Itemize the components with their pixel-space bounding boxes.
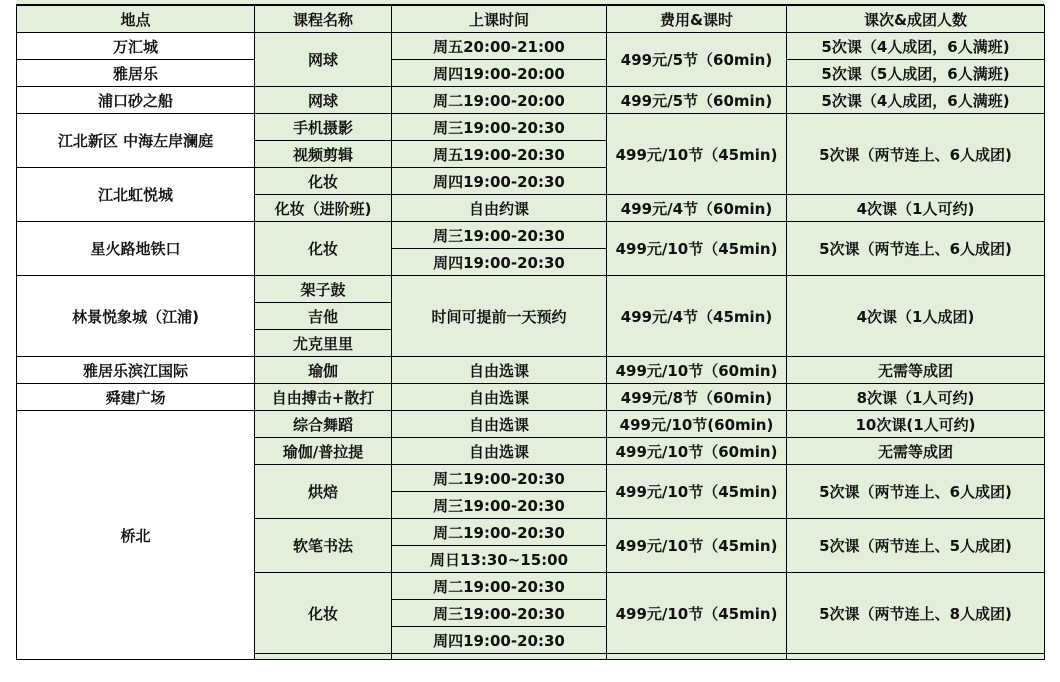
time-cell: 周三19:00-20:30	[392, 114, 607, 141]
time-cell: 周三19:00-20:30	[392, 600, 607, 627]
sessions-cell: 5次课（两节连上、8人成团)	[787, 573, 1045, 654]
course-cell: 化妆（进阶班)	[255, 195, 392, 222]
fee-cell: 499元/4节（60min)	[607, 195, 787, 222]
sessions-cell: 5次课（两节连上、6人成团)	[787, 465, 1045, 519]
sessions-cell	[787, 654, 1045, 660]
fee-cell: 499元/10节（45min)	[607, 465, 787, 519]
time-cell: 周三19:00-20:30	[392, 222, 607, 249]
location-cell: 舜建广场	[17, 384, 255, 411]
header-time: 上课时间	[392, 6, 607, 33]
course-cell: 化妆	[255, 573, 392, 654]
fee-cell: 499元/10节（60min)	[607, 438, 787, 465]
header-course: 课程名称	[255, 6, 392, 33]
header-sessions: 课次&成团人数	[787, 6, 1045, 33]
table-row	[17, 87, 1045, 114]
fee-cell: 499元/4节（45min)	[607, 276, 787, 357]
table-row	[17, 411, 1045, 438]
fee-cell: 499元/5节（60min)	[607, 33, 787, 87]
location-cell: 桥北	[17, 411, 255, 660]
time-cell: 周四19:00-20:00	[392, 60, 607, 87]
sessions-cell: 5次课（两节连上、6人成团)	[787, 114, 1045, 195]
fee-cell: 499元/10节（45min)	[607, 114, 787, 195]
location-cell: 浦口砂之船	[17, 87, 255, 114]
header-fee: 费用&课时	[607, 6, 787, 33]
sessions-cell: 5次课（4人成团，6人满班)	[787, 87, 1045, 114]
sessions-cell: 4次课（1人可约)	[787, 195, 1045, 222]
time-cell: 时间可提前一天预约	[392, 276, 607, 357]
table-row	[17, 114, 1045, 141]
location-cell: 万汇城	[17, 33, 255, 60]
header-location: 地点	[17, 6, 255, 33]
table-row	[17, 60, 1045, 87]
location-cell: 林景悦象城（江浦)	[17, 276, 255, 357]
time-cell: 周日13:30~15:00	[392, 546, 607, 573]
course-cell: 网球	[255, 33, 392, 87]
location-cell: 雅居乐	[17, 60, 255, 87]
course-cell: 尤克里里	[255, 330, 392, 357]
time-cell: 自由选课	[392, 384, 607, 411]
sessions-cell: 无需等成团	[787, 438, 1045, 465]
course-cell: 视频剪辑	[255, 141, 392, 168]
course-cell: 综合舞蹈	[255, 411, 392, 438]
time-cell: 自由选课	[392, 411, 607, 438]
time-cell: 周二19:00-20:30	[392, 573, 607, 600]
time-cell: 周五19:00-20:30	[392, 141, 607, 168]
time-cell: 自由约课	[392, 195, 607, 222]
header-row	[17, 6, 1045, 33]
course-cell: 网球	[255, 87, 392, 114]
fee-cell: 499元/10节（45min)	[607, 573, 787, 654]
course-cell	[255, 654, 392, 660]
course-cell: 瑜伽/普拉提	[255, 438, 392, 465]
time-cell: 周二19:00-20:30	[392, 465, 607, 492]
fee-cell	[607, 654, 787, 660]
course-cell: 架子鼓	[255, 276, 392, 303]
fee-cell: 499元/10节(60min)	[607, 411, 787, 438]
course-cell: 化妆	[255, 168, 392, 195]
course-cell: 手机摄影	[255, 114, 392, 141]
table-row	[17, 384, 1045, 411]
sessions-cell: 无需等成团	[787, 357, 1045, 384]
sessions-cell: 10次课(1人可约)	[787, 411, 1045, 438]
table-row	[17, 357, 1045, 384]
table-row	[17, 33, 1045, 60]
course-cell: 瑜伽	[255, 357, 392, 384]
course-cell: 软笔书法	[255, 519, 392, 573]
fee-cell: 499元/8节（60min)	[607, 384, 787, 411]
location-cell: 星火路地铁口	[17, 222, 255, 276]
time-cell: 周二19:00-20:30	[392, 519, 607, 546]
fee-cell: 499元/10节（45min)	[607, 222, 787, 276]
time-cell: 周二19:00-20:00	[392, 87, 607, 114]
time-cell: 周四19:00-20:30	[392, 249, 607, 276]
fee-cell: 499元/10节（60min)	[607, 357, 787, 384]
fee-cell: 499元/10节（45min)	[607, 519, 787, 573]
sessions-cell: 5次课（两节连上、6人成团)	[787, 222, 1045, 276]
sessions-cell: 5次课（5人成团，6人满班)	[787, 60, 1045, 87]
time-cell: 周五20:00-21:00	[392, 33, 607, 60]
time-cell: 自由选课	[392, 357, 607, 384]
location-cell: 江北新区 中海左岸澜庭	[17, 114, 255, 168]
course-cell: 化妆	[255, 222, 392, 276]
location-cell: 雅居乐滨江国际	[17, 357, 255, 384]
table-row	[17, 276, 1045, 303]
time-cell: 自由选课	[392, 438, 607, 465]
time-cell: 周三19:00-20:30	[392, 492, 607, 519]
location-cell: 江北虹悦城	[17, 168, 255, 222]
time-cell	[392, 654, 607, 660]
sessions-cell: 4次课（1人成团)	[787, 276, 1045, 357]
sessions-cell: 8次课（1人可约)	[787, 384, 1045, 411]
fee-cell: 499元/5节（60min)	[607, 87, 787, 114]
table-row	[17, 222, 1045, 249]
course-cell: 烘焙	[255, 465, 392, 519]
sessions-cell: 5次课（两节连上、5人成团)	[787, 519, 1045, 573]
time-cell: 周四19:00-20:30	[392, 168, 607, 195]
course-cell: 吉他	[255, 303, 392, 330]
sessions-cell: 5次课（4人成团，6人满班)	[787, 33, 1045, 60]
course-schedule-table	[16, 5, 1045, 660]
course-cell: 自由搏击+散打	[255, 384, 392, 411]
time-cell: 周四19:00-20:30	[392, 627, 607, 654]
